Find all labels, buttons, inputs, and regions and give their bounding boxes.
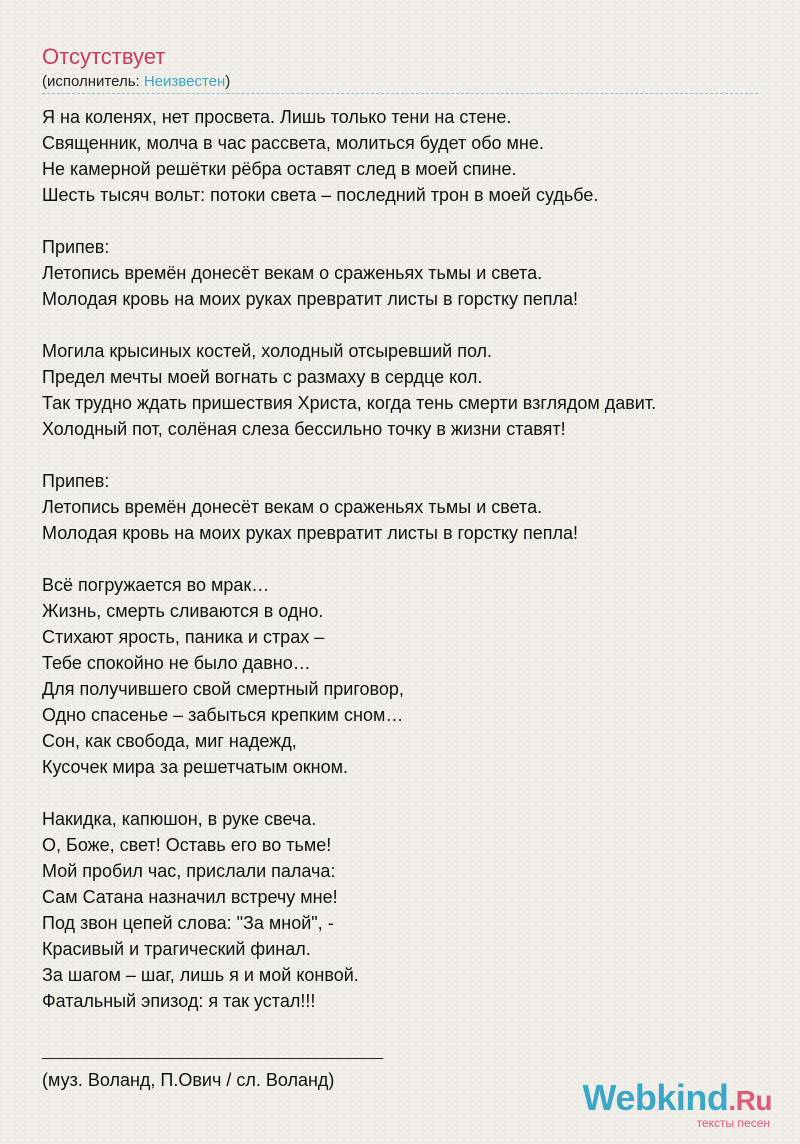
lyrics-line: Не камерной решётки рёбра оставят след в моей спине. (42, 159, 517, 179)
lyrics-line: Стихают ярость, паника и страх – (42, 627, 325, 647)
lyrics-line: Мой пробил час, прислали палача: (42, 861, 336, 881)
performer-link[interactable]: Неизвестен (143, 73, 226, 90)
lyrics-line: Красивый и трагический финал. (42, 939, 311, 959)
song-title: Отсутствует (42, 44, 166, 69)
logo-tagline: тексты песен (696, 1116, 770, 1130)
lyrics-line: Припев: (42, 237, 110, 257)
performer-prefix: (исполнитель: (42, 73, 144, 90)
lyrics-line: Сон, как свобода, миг надежд, (42, 731, 297, 751)
lyrics-stanza (42, 468, 782, 546)
lyrics-line: Священник, молча в час рассвета, молиться будет обо мне. (42, 133, 544, 153)
logo-wordmark (583, 1078, 772, 1121)
lyrics-stanza (42, 806, 782, 1014)
lyrics-line: Летопись времён донесёт векам о сраженьях тьмы и света. (42, 263, 543, 283)
lyrics-line: Холодный пот, солёная слеза бессильно точку в жизни ставят! (42, 419, 566, 439)
lyrics-line: Кусочек мира за решетчатым окном. (42, 757, 348, 777)
lyrics-body (42, 104, 782, 1040)
logo-brand-tld: .Ru (728, 1085, 772, 1116)
lyrics-line: Одно спасенье – забыться крепким сном… (42, 705, 404, 725)
performer-suffix: ) (225, 73, 231, 90)
lyrics-line: Я на коленях, нет просвета. Лишь только тени на стене. (42, 107, 512, 127)
lyrics-stanza (42, 234, 782, 312)
lyrics-stanza (42, 338, 782, 442)
site-logo[interactable] (582, 1077, 772, 1130)
header-divider (42, 93, 758, 94)
lyrics-line: Фатальный эпизод: я так устал!!! (42, 991, 316, 1011)
performer-line (42, 72, 230, 92)
lyrics-line: Летопись времён донесёт векам о сраженьях тьмы и света. (42, 497, 543, 517)
lyrics-line: Молодая кровь на моих руках превратит листы в горстку пепла! (42, 523, 579, 543)
credits-divider (42, 1058, 383, 1059)
lyrics-line: Под звон цепей слова: "За мной", - (42, 913, 334, 933)
lyrics-line: Всё погружается во мрак… (42, 575, 270, 595)
lyrics-line: Тебе спокойно не было давно… (42, 653, 311, 673)
lyrics-line: Молодая кровь на моих руках превратит листы в горстку пепла! (42, 289, 579, 309)
lyrics-line: За шагом – шаг, лишь я и мой конвой. (42, 965, 359, 985)
lyrics-stanza (42, 104, 782, 208)
lyrics-line: Так трудно ждать пришествия Христа, когда тень смерти взглядом давит. (42, 393, 657, 413)
lyrics-line: Предел мечты моей вогнать с размаху в сердце кол. (42, 367, 483, 387)
lyrics-line: Сам Сатана назначил встречу мне! (42, 887, 338, 907)
lyrics-line: Шесть тысяч вольт: потоки света – последний трон в моей судьбе. (42, 185, 599, 205)
lyrics-line: Могила крысиных костей, холодный отсыревший пол. (42, 341, 493, 361)
lyrics-line: Припев: (42, 471, 110, 491)
logo-brand-main: Webkind (582, 1077, 729, 1118)
lyrics-line: О, Боже, свет! Оставь его во тьме! (42, 835, 332, 855)
lyrics-stanza (42, 572, 782, 780)
lyrics-line: Для получившего свой смертный приговор, (42, 679, 404, 699)
lyrics-line: Жизнь, смерть сливаются в одно. (42, 601, 324, 621)
lyrics-line: Накидка, капюшон, в руке свеча. (42, 809, 317, 829)
song-credits: (муз. Воланд, П.Ович / сл. Воланд) (42, 1070, 335, 1090)
